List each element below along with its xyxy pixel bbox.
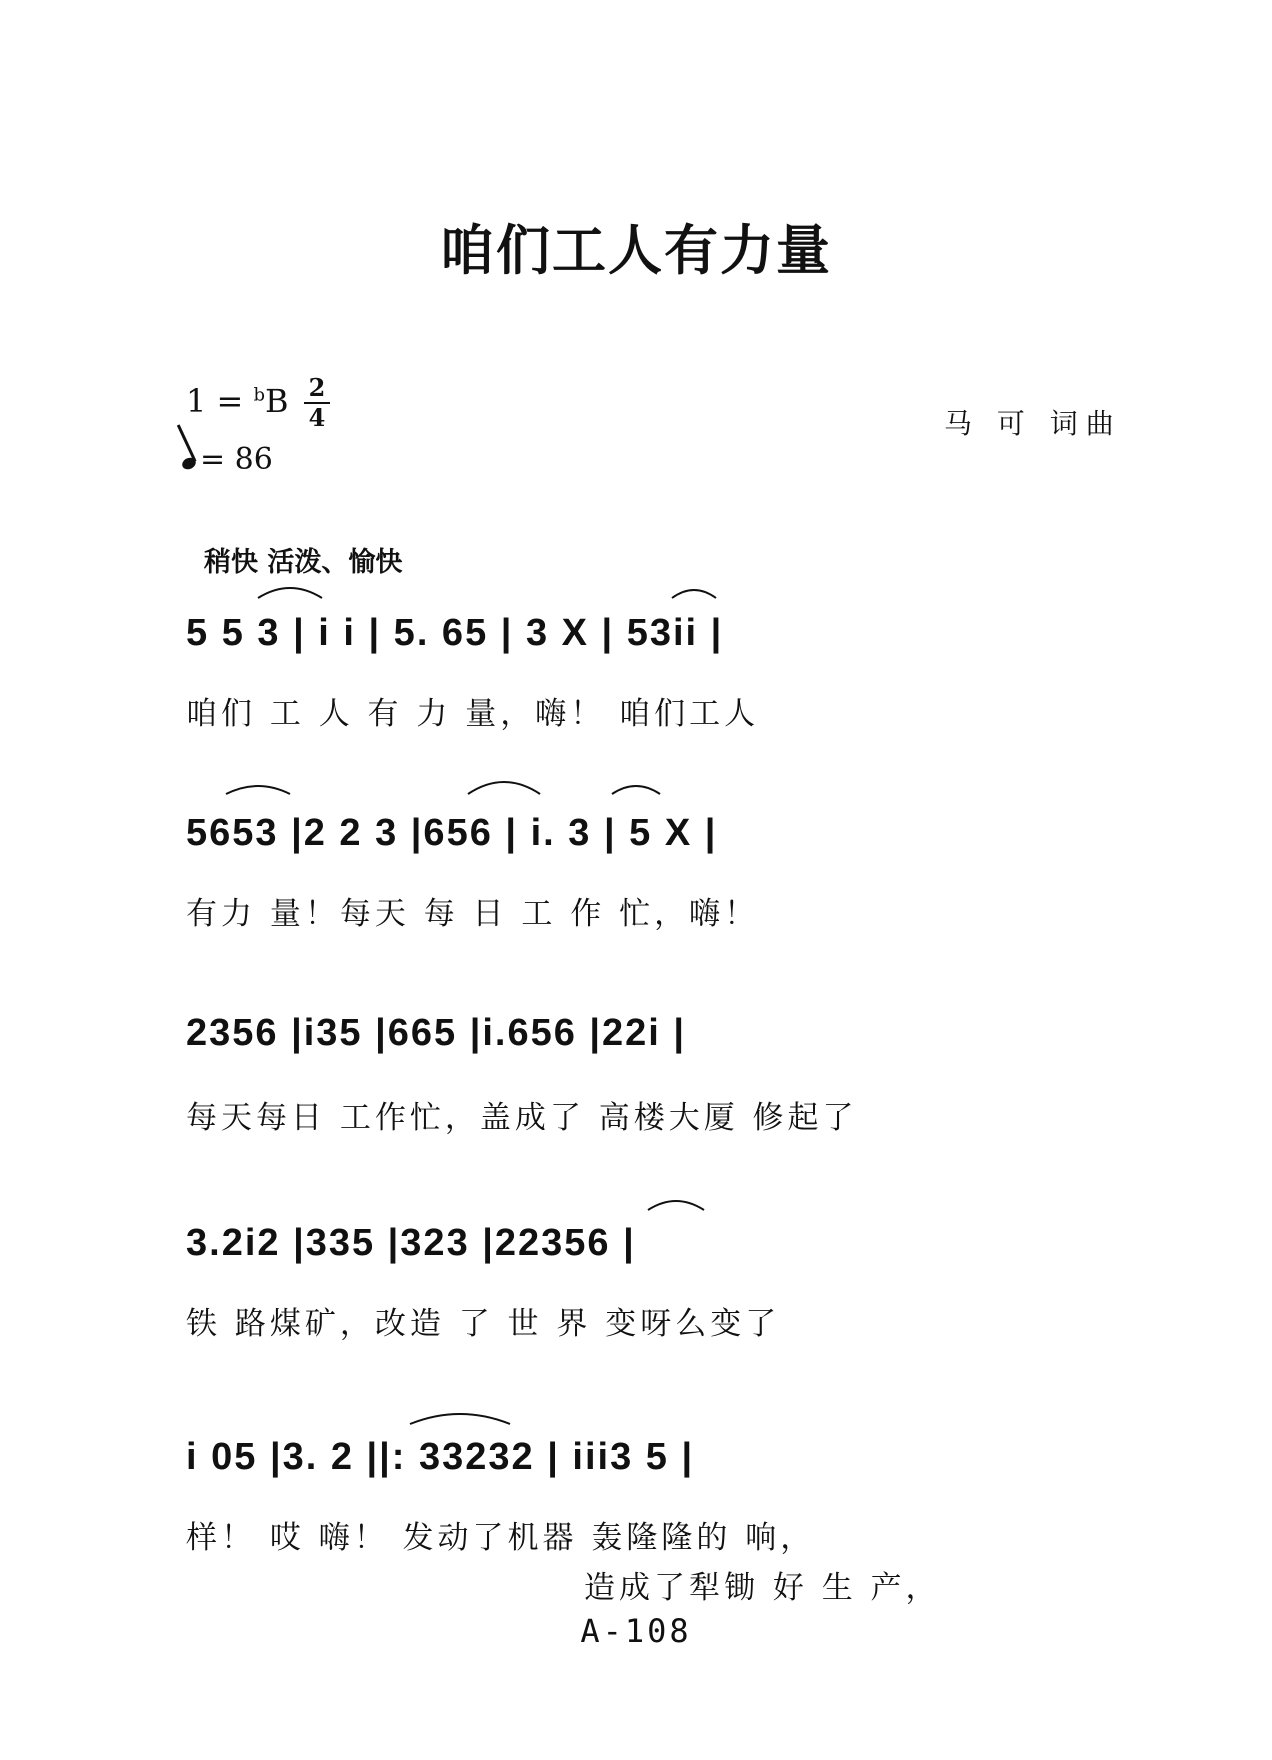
- slur-mark: [612, 786, 660, 794]
- lyrics-row-2: 有力 量！每天 每 日 工 作 忙，嗨！: [186, 896, 760, 932]
- lyrics-row-1: 咱们 工 人 有 力 量，嗨！ 咱们工人: [186, 696, 760, 732]
- slur-mark: [648, 1201, 704, 1210]
- notation-row-5: i 05 |3. 2 ||: 33232 | iii3 5 |: [186, 1436, 695, 1478]
- composer-credit: 马 可 词曲: [944, 407, 1122, 440]
- page-number: A-108: [580, 1612, 692, 1650]
- expression-marking: 稍快 活泼、愉快: [204, 547, 403, 578]
- lyrics-row-4: 铁 路煤矿，改造 了 世 界 变呀么变了: [186, 1306, 781, 1342]
- slur-mark: [226, 786, 290, 794]
- slur-mark: [672, 590, 716, 598]
- notation-row-3: 2356 |i35 |665 |i.656 |22i |: [186, 1012, 687, 1054]
- lyrics-row-5: 样！ 哎 嗨！ 发动了机器 轰隆隆的 响，: [186, 1520, 816, 1556]
- page-title: 咱们工人有力量: [440, 219, 832, 282]
- tempo-value: = 86: [200, 442, 273, 477]
- key-prefix: 1 =: [186, 382, 254, 420]
- time-numerator: 2: [308, 373, 326, 402]
- slur-mark: [410, 1414, 510, 1424]
- flat-sign: b: [253, 384, 266, 406]
- lyrics-row-5-verse-2: 造成了犁锄 好 生 产，: [584, 1570, 941, 1606]
- notation-row-2: 5653 |2 2 3 |656 | i. 3 | 5 X |: [186, 812, 718, 854]
- slur-mark: [468, 782, 540, 794]
- notation-row-1: 5 5 3 | i i | 5. 65 | 3 X | 53ii |: [186, 612, 724, 654]
- notation-row-4: 3.2i2 |335 |323 |22356 |: [186, 1222, 636, 1264]
- lyrics-row-3: 每天每日 工作忙，盖成了 高楼大厦 修起了: [186, 1100, 858, 1136]
- slur-mark: [258, 588, 322, 598]
- time-denominator: 4: [308, 403, 326, 432]
- key-note: B: [265, 382, 289, 420]
